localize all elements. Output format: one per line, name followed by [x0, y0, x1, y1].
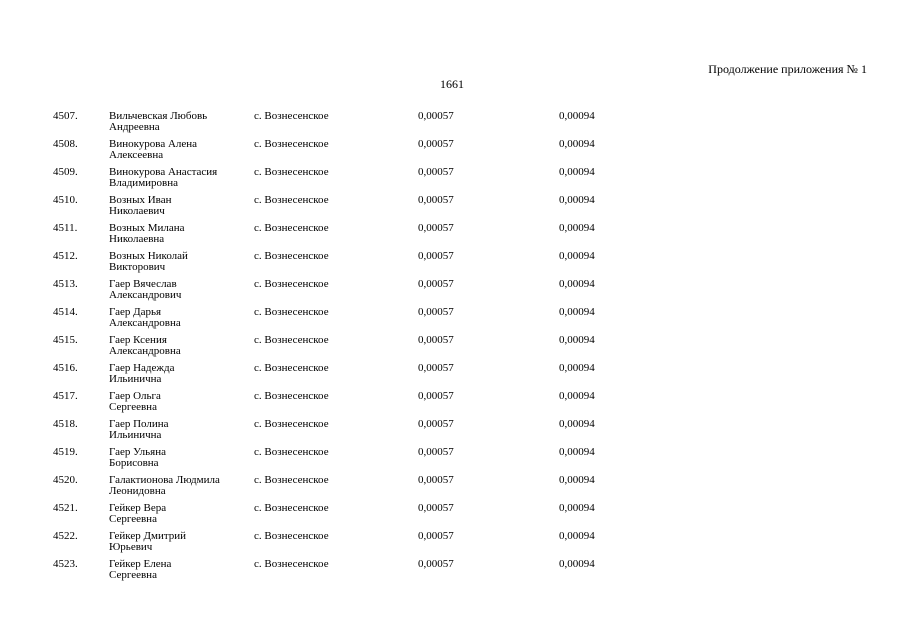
share-value-1: 0,00057: [418, 138, 454, 150]
patronymic: Сергеевна: [109, 513, 157, 525]
patronymic: Юрьевич: [109, 541, 153, 553]
patronymic: Андреевна: [109, 121, 160, 133]
row-number: 4523.: [53, 558, 78, 570]
share-value-2: 0,00094: [559, 446, 595, 458]
table-row: [0, 559, 905, 587]
locality: с. Вознесенское: [254, 222, 329, 234]
table-row: [0, 139, 905, 167]
table-row: [0, 307, 905, 335]
locality: с. Вознесенское: [254, 390, 329, 402]
share-value-1: 0,00057: [418, 334, 454, 346]
share-value-1: 0,00057: [418, 222, 454, 234]
patronymic: Леонидовна: [109, 485, 166, 497]
share-value-2: 0,00094: [559, 278, 595, 290]
locality: с. Вознесенское: [254, 446, 329, 458]
surname-name: Гейкер Вера: [109, 502, 167, 514]
person-name: [109, 531, 186, 553]
locality: с. Вознесенское: [254, 166, 329, 178]
surname-name: Галактионова Людмила: [109, 474, 220, 486]
surname-name: Винокурова Алена: [109, 138, 198, 150]
row-number: 4513.: [53, 278, 78, 290]
share-value-2: 0,00094: [559, 558, 595, 570]
continuation-note: Продолжение приложения № 1: [708, 62, 867, 76]
table-row: [0, 223, 905, 251]
patronymic: Александровна: [109, 317, 181, 329]
records-table: [0, 111, 905, 587]
row-number: 4507.: [53, 110, 78, 122]
row-number: 4511.: [53, 222, 78, 234]
share-value-2: 0,00094: [559, 530, 595, 542]
table-row: [0, 195, 905, 223]
surname-name: Гейкер Дмитрий: [109, 530, 187, 542]
row-number: 4521.: [53, 502, 78, 514]
share-value-2: 0,00094: [559, 390, 595, 402]
surname-name: Гаер Ольга: [109, 390, 161, 402]
locality: с. Вознесенское: [254, 138, 329, 150]
person-name: [109, 139, 197, 161]
person-name: [109, 195, 171, 217]
share-value-1: 0,00057: [418, 166, 454, 178]
table-row: [0, 251, 905, 279]
surname-name: Возных Николай: [109, 250, 188, 262]
person-name: [109, 111, 207, 133]
surname-name: Гаер Ксения: [109, 334, 167, 346]
locality: с. Вознесенское: [254, 278, 329, 290]
locality: с. Вознесенское: [254, 194, 329, 206]
surname-name: Возных Милана: [109, 222, 185, 234]
patronymic: Николаевна: [109, 233, 165, 245]
table-row: [0, 335, 905, 363]
locality: с. Вознесенское: [254, 306, 329, 318]
person-name: [109, 475, 220, 497]
share-value-2: 0,00094: [559, 194, 595, 206]
surname-name: Гаер Дарья: [109, 306, 162, 318]
locality: с. Вознесенское: [254, 530, 329, 542]
table-row: [0, 531, 905, 559]
patronymic: Ильинична: [109, 429, 162, 441]
table-row: [0, 363, 905, 391]
person-name: [109, 419, 169, 441]
share-value-2: 0,00094: [559, 418, 595, 430]
table-row: [0, 111, 905, 139]
row-number: 4512.: [53, 250, 78, 262]
share-value-1: 0,00057: [418, 362, 454, 374]
share-value-1: 0,00057: [418, 110, 454, 122]
table-row: [0, 447, 905, 475]
patronymic: Александрович: [109, 289, 182, 301]
row-number: 4510.: [53, 194, 78, 206]
share-value-2: 0,00094: [559, 306, 595, 318]
person-name: [109, 307, 181, 329]
row-number: 4519.: [53, 446, 78, 458]
row-number: 4518.: [53, 418, 78, 430]
table-row: [0, 167, 905, 195]
row-number: 4514.: [53, 306, 78, 318]
share-value-2: 0,00094: [559, 138, 595, 150]
share-value-1: 0,00057: [418, 418, 454, 430]
surname-name: Винокурова Анастасия: [109, 166, 218, 178]
surname-name: Гейкер Елена: [109, 558, 172, 570]
row-number: 4522.: [53, 530, 78, 542]
person-name: [109, 167, 217, 189]
share-value-1: 0,00057: [418, 194, 454, 206]
surname-name: Вильчевская Любовь: [109, 110, 208, 122]
row-number: 4516.: [53, 362, 78, 374]
person-name: [109, 391, 161, 413]
person-name: [109, 251, 188, 273]
surname-name: Гаер Полина: [109, 418, 169, 430]
person-name: [109, 223, 185, 245]
locality: с. Вознесенское: [254, 502, 329, 514]
row-number: 4517.: [53, 390, 78, 402]
share-value-2: 0,00094: [559, 110, 595, 122]
person-name: [109, 559, 171, 581]
share-value-1: 0,00057: [418, 390, 454, 402]
locality: с. Вознесенское: [254, 418, 329, 430]
table-row: [0, 279, 905, 307]
surname-name: Гаер Надежда: [109, 362, 175, 374]
table-row: [0, 391, 905, 419]
surname-name: Гаер Ульяна: [109, 446, 166, 458]
patronymic: Викторович: [109, 261, 166, 273]
table-row: [0, 419, 905, 447]
share-value-1: 0,00057: [418, 250, 454, 262]
row-number: 4508.: [53, 138, 78, 150]
share-value-1: 0,00057: [418, 306, 454, 318]
locality: с. Вознесенское: [254, 474, 329, 486]
page-number: 1661: [440, 77, 464, 91]
table-row: [0, 475, 905, 503]
surname-name: Гаер Вячеслав: [109, 278, 177, 290]
locality: с. Вознесенское: [254, 558, 329, 570]
patronymic: Сергеевна: [109, 569, 157, 581]
locality: с. Вознесенское: [254, 110, 329, 122]
share-value-1: 0,00057: [418, 446, 454, 458]
share-value-1: 0,00057: [418, 474, 454, 486]
person-name: [109, 335, 181, 357]
patronymic: Борисовна: [109, 457, 159, 469]
patronymic: Александровна: [109, 345, 181, 357]
locality: с. Вознесенское: [254, 250, 329, 262]
patronymic: Николаевич: [109, 205, 165, 217]
row-number: 4520.: [53, 474, 78, 486]
share-value-1: 0,00057: [418, 278, 454, 290]
patronymic: Ильинична: [109, 373, 162, 385]
patronymic: Алексеевна: [109, 149, 164, 161]
share-value-2: 0,00094: [559, 362, 595, 374]
locality: с. Вознесенское: [254, 334, 329, 346]
share-value-2: 0,00094: [559, 502, 595, 514]
share-value-2: 0,00094: [559, 250, 595, 262]
share-value-1: 0,00057: [418, 558, 454, 570]
patronymic: Сергеевна: [109, 401, 157, 413]
person-name: [109, 279, 181, 301]
table-row: [0, 503, 905, 531]
patronymic: Владимировна: [109, 177, 179, 189]
person-name: [109, 363, 174, 385]
person-name: [109, 447, 166, 469]
share-value-2: 0,00094: [559, 334, 595, 346]
share-value-2: 0,00094: [559, 474, 595, 486]
surname-name: Возных Иван: [109, 194, 172, 206]
share-value-2: 0,00094: [559, 222, 595, 234]
share-value-1: 0,00057: [418, 502, 454, 514]
row-number: 4515.: [53, 334, 78, 346]
person-name: [109, 503, 166, 525]
share-value-2: 0,00094: [559, 166, 595, 178]
share-value-1: 0,00057: [418, 530, 454, 542]
row-number: 4509.: [53, 166, 78, 178]
locality: с. Вознесенское: [254, 362, 329, 374]
